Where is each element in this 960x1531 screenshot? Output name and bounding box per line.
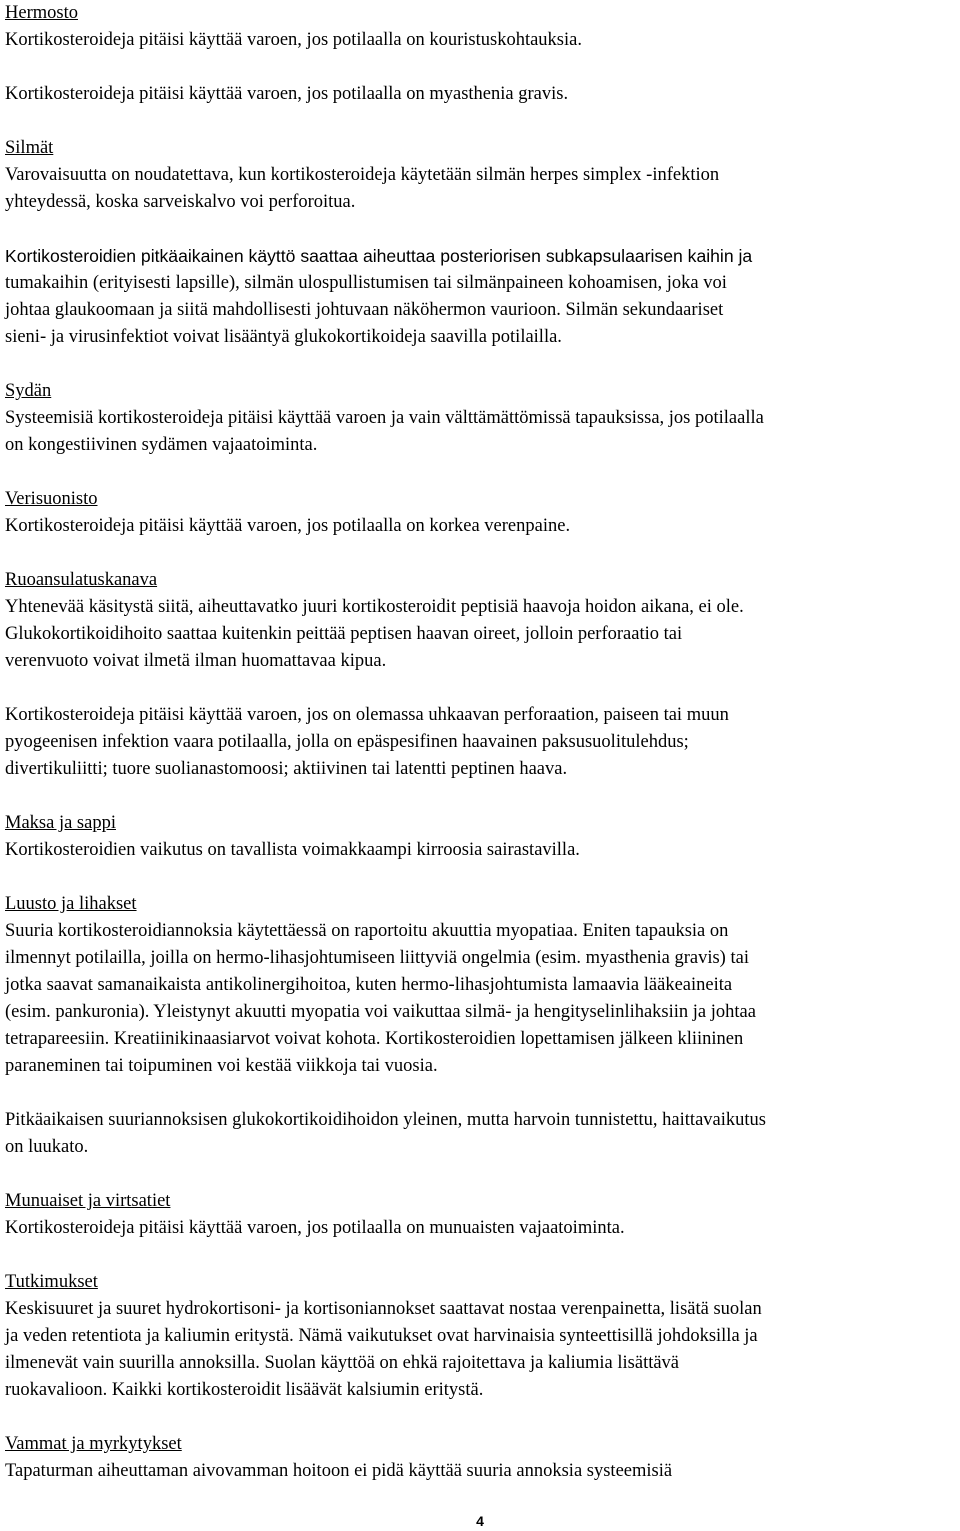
- text-line: Yhtenevää käsitystä siitä, aiheuttavatko juuri kortikosteroidit peptisiä haavoja hoidon aikana, ei ole.: [5, 597, 744, 617]
- text-line: ilmennyt potilailla, joilla on hermo-lihasjohtumiseen liittyviä ongelmia (esim. myasthenia gravis) tai: [5, 948, 749, 968]
- section-maksa-ja-sappi: [5, 810, 957, 864]
- text-line: Kortikosteroideja pitäisi käyttää varoen, jos potilaalla on kouristuskohtauksia.: [5, 30, 582, 50]
- section-heading: Hermosto: [5, 3, 78, 23]
- paragraph-gap: [5, 216, 957, 243]
- paragraph-gap: [5, 54, 957, 81]
- section-luusto-ja-lihakset: [5, 891, 957, 1161]
- section-verisuonisto: [5, 486, 957, 540]
- paragraph: [5, 1107, 957, 1161]
- section-gap: [5, 1242, 957, 1269]
- section-heading: Luusto ja lihakset: [5, 894, 137, 914]
- section-silmat: [5, 135, 957, 351]
- section-heading: Maksa ja sappi: [5, 813, 116, 833]
- section-gap: [5, 1161, 957, 1188]
- section-gap: [5, 864, 957, 891]
- section-vammat-ja-myrkytykset: [5, 1431, 957, 1485]
- text-line: on kongestiivinen sydämen vajaatoiminta.: [5, 435, 318, 455]
- text-line: Pitkäaikaisen suuriannoksisen glukokortikoidihoidon yleinen, mutta harvoin tunnistettu, haittavaikutus: [5, 1110, 766, 1130]
- text-line: pyogeenisen infektion vaara potilaalla, jolla on epäspesifinen haavainen paksusuolitulehdus;: [5, 732, 689, 752]
- text-line: Keskisuuret ja suuret hydrokortisoni- ja kortisoniannokset saattavat nostaa verenpainetta, lisätä suolan: [5, 1299, 762, 1319]
- section-sydan: [5, 378, 957, 459]
- text-line: jotka saavat samanaikaista antikolinergihoitoa, kuten hermo-lihasjohtumista lamaavia lääkeaineita: [5, 975, 733, 995]
- paragraph: [5, 918, 957, 1080]
- text-line: Kortikosteroideja pitäisi käyttää varoen, jos on olemassa uhkaavan perforaation, paiseen tai muun: [5, 705, 729, 725]
- text-line: tumakaihin (erityisesti lapsille), silmän ulospullistumisen tai silmänpaineen kohoamisen, joka voi: [5, 273, 727, 293]
- section-heading: Tutkimukset: [5, 1272, 98, 1292]
- text-line: Glukokortikoidihoito saattaa kuitenkin peittää peptisen haavan oireet, jolloin perforaatio tai: [5, 624, 683, 644]
- text-line: Kortikosteroideja pitäisi käyttää varoen, jos potilaalla on myasthenia gravis.: [5, 84, 569, 104]
- text-line: Kortikosteroideja pitäisi käyttää varoen, jos potilaalla on munuaisten vajaatoiminta.: [5, 1218, 625, 1238]
- paragraph: [5, 1458, 957, 1485]
- text-line: Tapaturman aiheuttaman aivovamman hoitoon ei pidä käyttää suuria annoksia systeemisiä: [5, 1461, 673, 1481]
- section-munuaiset-ja-virtsatiet: [5, 1188, 957, 1242]
- paragraph: [5, 513, 957, 540]
- section-ruoansulatuskanava: [5, 567, 957, 783]
- section-gap: [5, 1404, 957, 1431]
- text-line: tetrapareesiin. Kreatiinikinaasiarvot voivat kohota. Kortikosteroidien lopettamisen jälkeen kliininen: [5, 1029, 744, 1049]
- text-line: johtaa glaukoomaan ja siitä mahdollisesti johtuvaan näköhermon vaurioon. Silmän sekundaariset: [5, 300, 724, 320]
- paragraph-gap: [5, 1080, 957, 1107]
- paragraph: [5, 81, 957, 108]
- text-line: Systeemisiä kortikosteroideja pitäisi käyttää varoen ja vain välttämättömissä tapauksissa, jos potilaalla: [5, 408, 764, 428]
- paragraph: [5, 1296, 957, 1404]
- paragraph-gap: [5, 675, 957, 702]
- text-line: verenvuoto voivat ilmetä ilman huomattavaa kipua.: [5, 651, 387, 671]
- section-heading: Silmät: [5, 138, 54, 158]
- text-line: on luukato.: [5, 1137, 89, 1157]
- text-line: (esim. pankuronia). Yleistynyt akuutti myopatia voi vaikuttaa silmä- ja hengityselinlihaksiin ja johtaa: [5, 1002, 756, 1022]
- document-page: [5, 0, 957, 1485]
- paragraph: [5, 405, 957, 459]
- section-heading: Munuaiset ja virtsatiet: [5, 1191, 171, 1211]
- text-line: paraneminen tai toipuminen voi kestää viikkoja tai vuosia.: [5, 1056, 438, 1076]
- section-gap: [5, 351, 957, 378]
- page-number: 4: [476, 1513, 484, 1529]
- text-line: divertikuliitti; tuore suolianastomoosi; aktiivinen tai latentti peptinen haava.: [5, 759, 568, 779]
- paragraph: [5, 594, 957, 675]
- paragraph: [5, 27, 957, 54]
- paragraph: [5, 243, 957, 351]
- text-line: ruokavalioon. Kaikki kortikosteroidit lisäävät kalsiumin eritystä.: [5, 1380, 484, 1400]
- section-heading: Vammat ja myrkytykset: [5, 1434, 182, 1454]
- section-heading: Ruoansulatuskanava: [5, 570, 158, 590]
- section-heading: Sydän: [5, 381, 52, 401]
- paragraph: [5, 1215, 957, 1242]
- paragraph: [5, 702, 957, 783]
- text-line: ilmenevät vain suurilla annoksilla. Suolan käyttöä on ehkä rajoitettava ja kaliumia lisättävä: [5, 1353, 680, 1373]
- text-line: Kortikosteroidien pitkäaikainen käyttö saattaa aiheuttaa posteriorisen subkapsulaarisen kaihin ja: [5, 246, 753, 266]
- section-tutkimukset: [5, 1269, 957, 1404]
- text-line: yhteydessä, koska sarveiskalvo voi perforoitua.: [5, 192, 356, 212]
- section-gap: [5, 540, 957, 567]
- text-line: sieni- ja virusinfektiot voivat lisääntyä glukokortikoideja saavilla potilailla.: [5, 327, 562, 347]
- section-gap: [5, 108, 957, 135]
- text-line: Kortikosteroideja pitäisi käyttää varoen, jos potilaalla on korkea verenpaine.: [5, 516, 571, 536]
- text-line: Kortikosteroidien vaikutus on tavallista voimakkaampi kirroosia sairastavilla.: [5, 840, 580, 860]
- section-hermosto: [5, 0, 957, 108]
- paragraph: [5, 837, 957, 864]
- paragraph: [5, 162, 957, 216]
- section-heading: Verisuonisto: [5, 489, 98, 509]
- text-line: ja veden retentiota ja kaliumin eritystä. Nämä vaikutukset ovat harvinaisia synteettisillä johdoksilla ja: [5, 1326, 758, 1346]
- section-gap: [5, 783, 957, 810]
- text-line: Suuria kortikosteroidiannoksia käytettäessä on raportoitu akuuttia myopatiaa. Eniten tapauksia on: [5, 921, 729, 941]
- section-gap: [5, 459, 957, 486]
- text-line: Varovaisuutta on noudatettava, kun kortikosteroideja käytetään silmän herpes simplex -infektion: [5, 165, 720, 185]
